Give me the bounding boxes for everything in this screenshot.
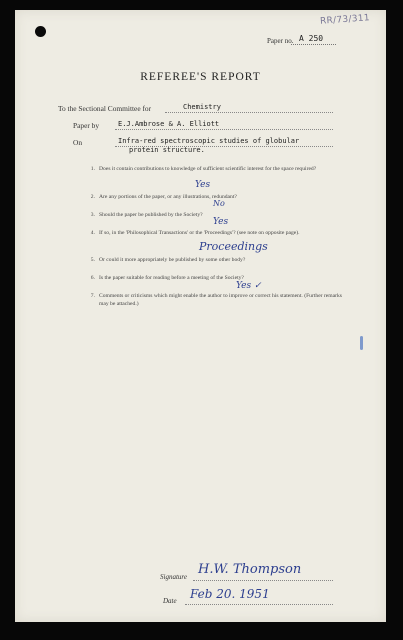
committee-value: Chemistry bbox=[183, 103, 221, 111]
paper-no-line bbox=[291, 44, 336, 45]
punch-hole bbox=[35, 26, 46, 37]
on-value-line2: protein structure. bbox=[129, 146, 205, 154]
question-text: Are any portions of the paper, or any illustrations, redundant? bbox=[99, 194, 237, 200]
question-text: Should the paper be published by the Society? bbox=[99, 212, 203, 218]
date-label: Date bbox=[163, 597, 177, 605]
question-text: Comments or criticisms which might enable the author to improve or correct his statement. (Further remarks may be attached.) bbox=[99, 293, 342, 307]
answer-2: No bbox=[213, 199, 225, 208]
date-value: Feb 20. 1951 bbox=[190, 587, 270, 601]
question-number: 7. bbox=[90, 293, 95, 299]
answer-3: Yes bbox=[213, 217, 229, 227]
on-label: On bbox=[73, 138, 83, 147]
signature-label: Signature bbox=[160, 573, 187, 581]
signature-value: H.W. Thompson bbox=[198, 562, 302, 577]
question-number: 4. bbox=[90, 230, 95, 236]
answer-1: Yes bbox=[195, 180, 211, 190]
question-number: 1. bbox=[90, 166, 95, 172]
answer-6: Yes ✓ bbox=[236, 281, 262, 291]
on-value-line1: Infra-red spectroscopic studies of globular bbox=[118, 137, 300, 145]
ink-mark bbox=[360, 336, 363, 350]
question-text: Does it contain contributions to knowledge of sufficient scientific interest for the space required? bbox=[99, 166, 317, 172]
question-number: 3. bbox=[90, 212, 95, 218]
question-number: 5. bbox=[90, 257, 95, 263]
paper-by-value: E.J.Ambrose & A. Elliott bbox=[118, 120, 220, 128]
question-5 bbox=[87, 256, 347, 266]
question-text: If so, in the 'Philosophical Transactions' or the 'Proceedings'? (see note on opposite page). bbox=[99, 230, 300, 236]
page-title: REFEREE'S REPORT bbox=[140, 71, 261, 83]
paper-no-value: A 250 bbox=[299, 34, 324, 43]
question-number: 6. bbox=[90, 275, 95, 281]
committee-line bbox=[165, 112, 333, 113]
paper-by-line bbox=[115, 129, 333, 130]
signature-line bbox=[193, 580, 333, 581]
referee-report-sheet bbox=[15, 10, 386, 622]
question-text: Or could it more appropriately be published by some other body? bbox=[99, 257, 246, 263]
answer-4: Proceedings bbox=[199, 240, 268, 253]
paper-by-label: Paper by bbox=[73, 121, 100, 130]
question-number: 2. bbox=[90, 194, 95, 200]
date-line bbox=[185, 604, 333, 605]
reference-scribble: RR/73/311 bbox=[319, 13, 371, 27]
question-6 bbox=[87, 274, 347, 284]
committee-label: To the Sectional Committee for bbox=[58, 104, 152, 113]
question-text: Is the paper suitable for reading before a meeting of the Society? bbox=[99, 275, 244, 281]
question-1 bbox=[87, 165, 347, 183]
paper-no-label: Paper no. bbox=[267, 37, 294, 45]
question-7 bbox=[87, 292, 347, 310]
